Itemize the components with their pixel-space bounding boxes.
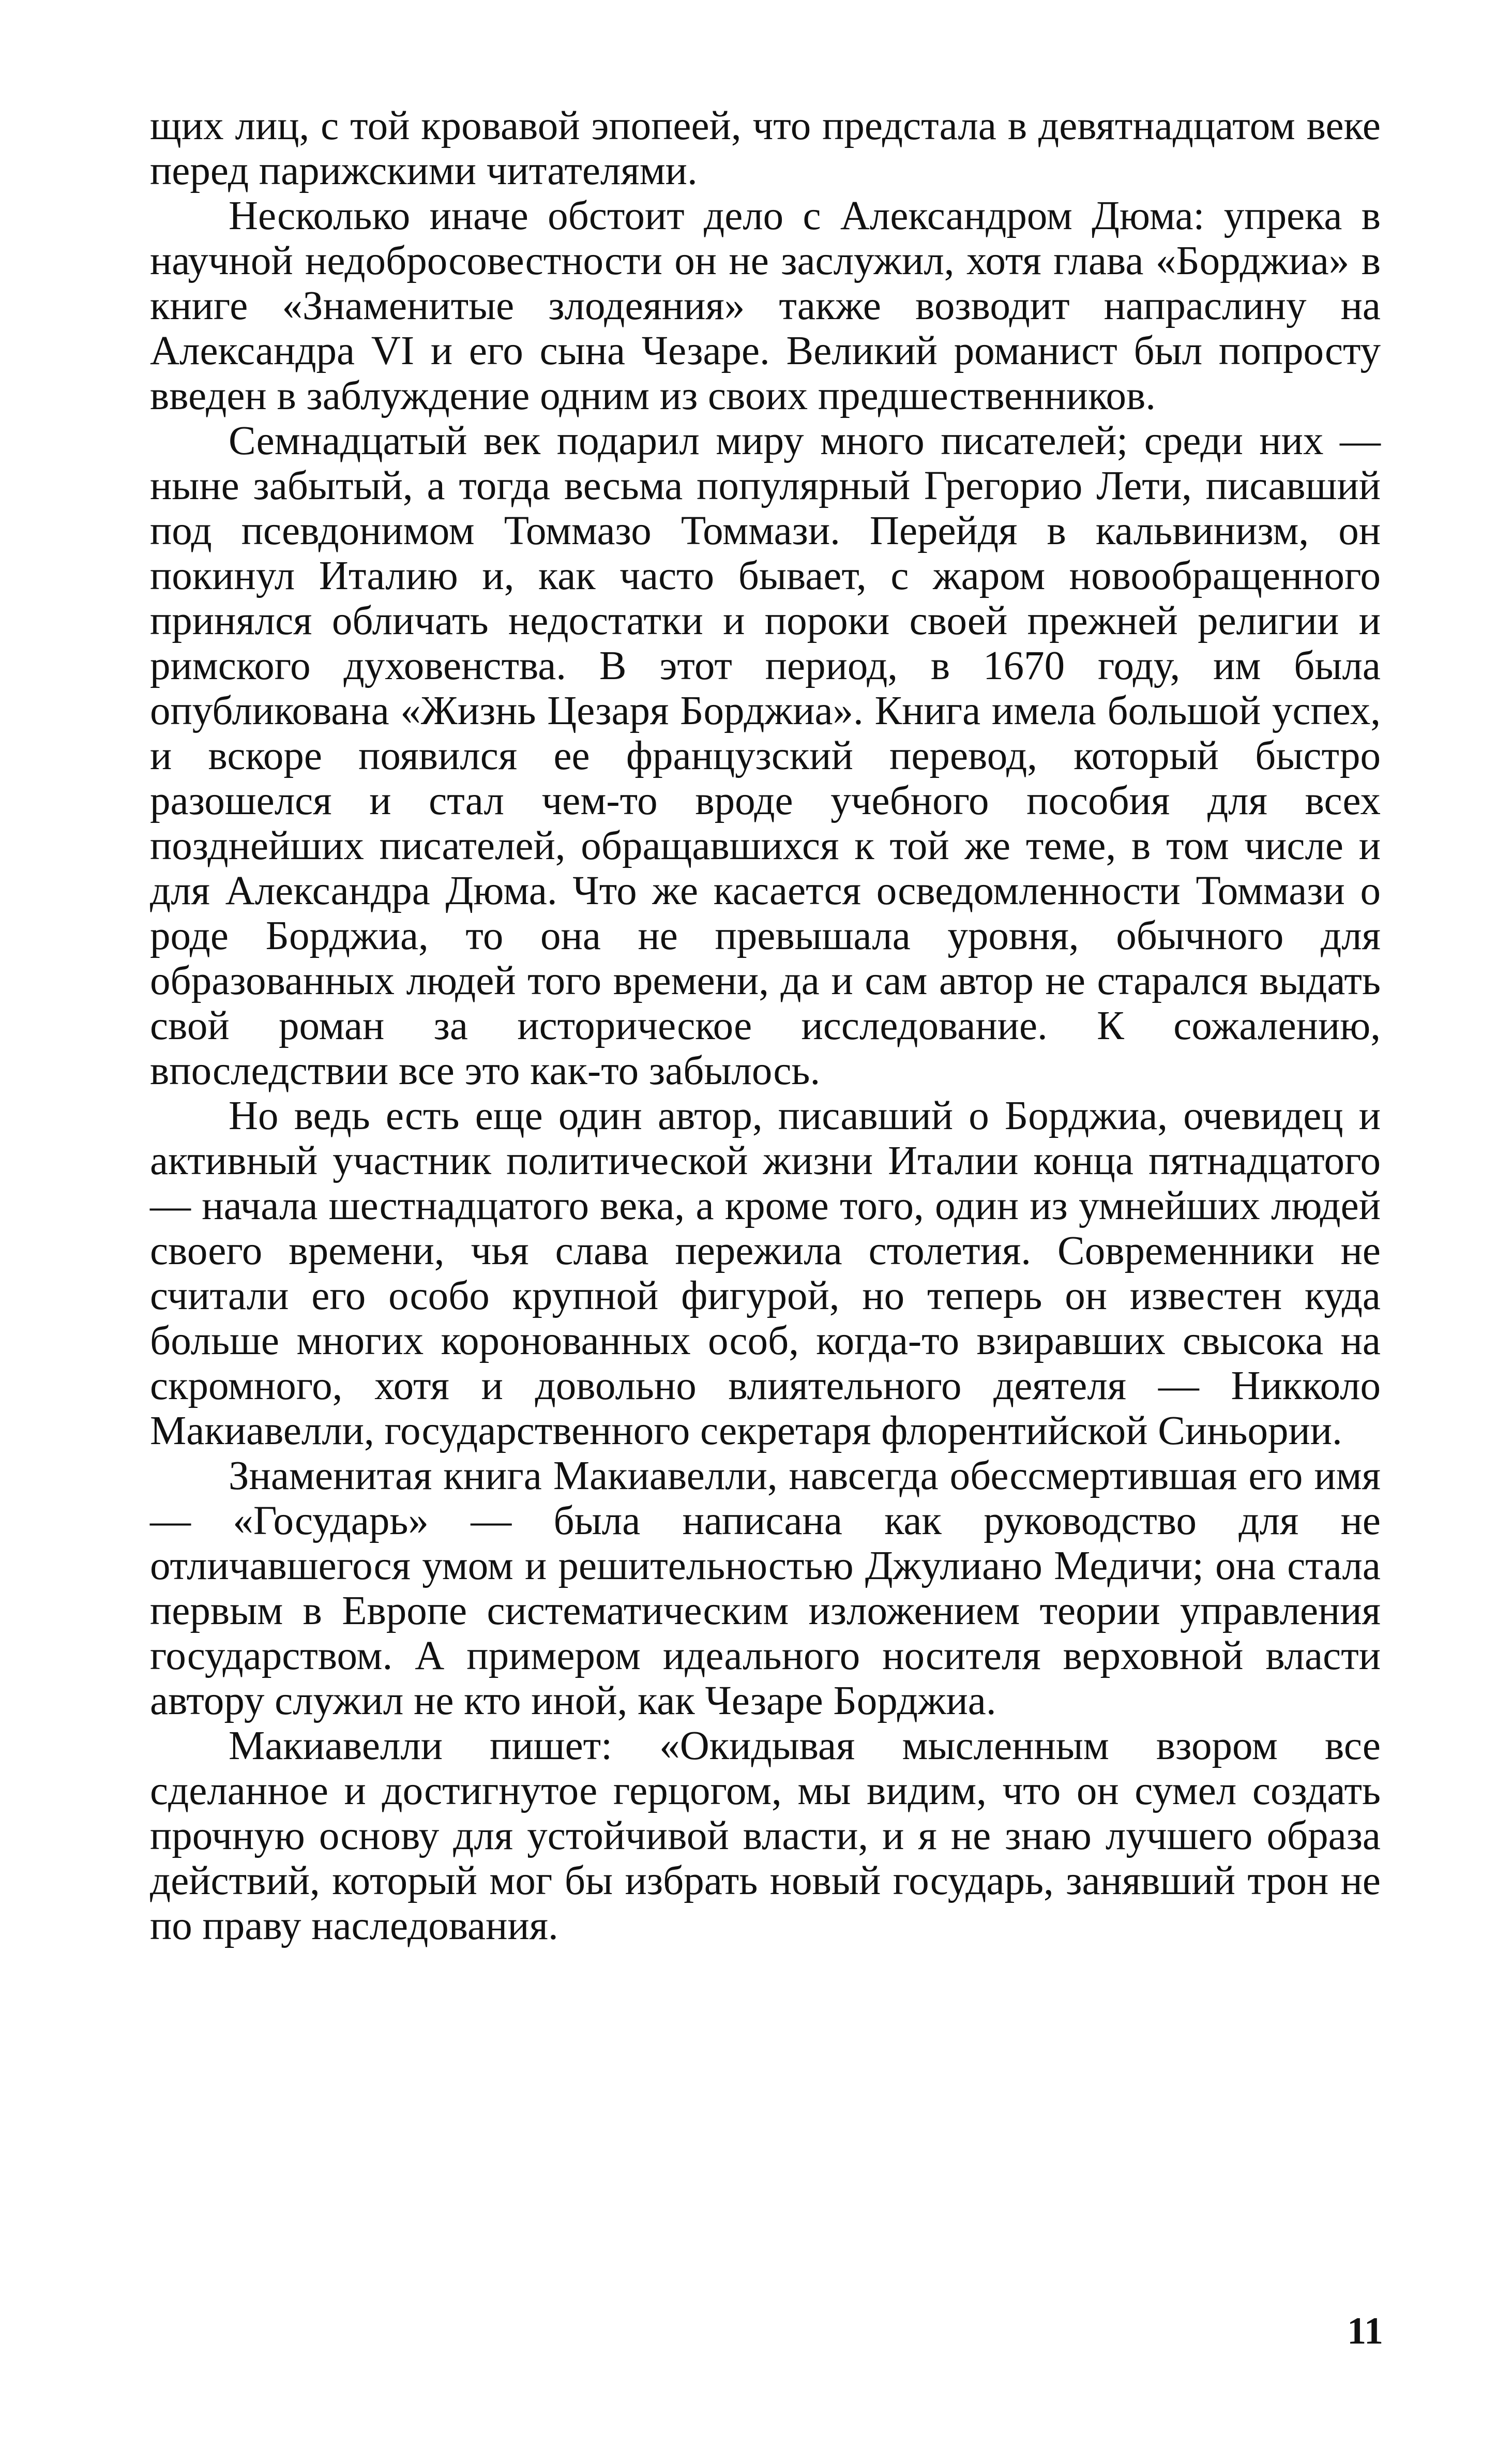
paragraph-tommasi: Семнадцатый век подарил миру много писателей; среди них — ныне забытый, а тогда весьма популярный Грегорио Лети, писавший под псевдонимом Томмазо Томмази. Перейдя в кальвинизм, он покинул Италию и, как часто бывает, с жаром новообращенного принялся обличать недостатки и пороки своей прежней религии и римского духовенства. В этот период, в 1670 году, им была опубликована «Жизнь Цезаря Борджиа». Книга имела большой успех, и вскоре появился ее французский перевод, который быстро разошелся и стал чем-то вроде учебного пособия для всех позднейших писателей, обращавшихся к той же теме, в том числе и для Александра Дюма. Что же касается осведомленности Томмази о роде Борджиа, то она не превышала уровня, обычного для образованных людей того времени, да и сам автор не старался выдать свой роман за историческое исследование. К сожалению, впоследствии все это как-то забылось.	[150, 418, 1381, 1093]
paragraph-dumas: Несколько иначе обстоит дело с Александром Дюма: упрека в научной недобросовестности он не заслужил, хотя глава «Борджиа» в книге «Знаменитые злодеяния» также возводит напраслину на Александра VI и его сына Чезаре. Великий романист был попросту введен в заблуждение одним из своих предшественников.	[150, 193, 1381, 418]
paragraph-quote: Макиавелли пишет: «Окидывая мысленным взором все сделанное и достигнутое герцогом, мы видим, что он сумел создать прочную основу для устойчивой власти, и я не знаю лучшего образа действий, который мог бы избрать новый государь, занявший трон не по праву наследования.	[150, 1723, 1381, 1948]
body-text	[150, 103, 1381, 1948]
paragraph-machiavelli: Но ведь есть еще один автор, писавший о Борджиа, очевидец и активный участник политической жизни Италии конца пятнадцатого — начала шестнадцатого века, а кроме того, один из умнейших людей своего времени, чья слава пережила столетия. Современники не считали его особо крупной фигурой, но теперь он известен куда больше многих коронованных особ, когда-то взиравших свысока на скромного, хотя и довольно влиятельного деятеля — Никколо Макиавелли, государственного секретаря флорентийской Синьории.	[150, 1093, 1381, 1453]
paragraph-prince: Знаменитая книга Макиавелли, навсегда обессмертившая его имя — «Государь» — была написана как руководство для не отличавшегося умом и решительностью Джулиано Медичи; она стала первым в Европе систематическим изложением теории управления государством. А примером идеального носителя верховной власти автору служил не кто иной, как Чезаре Борджиа.	[150, 1453, 1381, 1723]
page-number: 11	[1347, 2310, 1383, 2352]
paragraph-continuation: щих лиц, с той кровавой эпопеей, что предстала в девятнадцатом веке перед парижскими читателями.	[150, 103, 1381, 193]
